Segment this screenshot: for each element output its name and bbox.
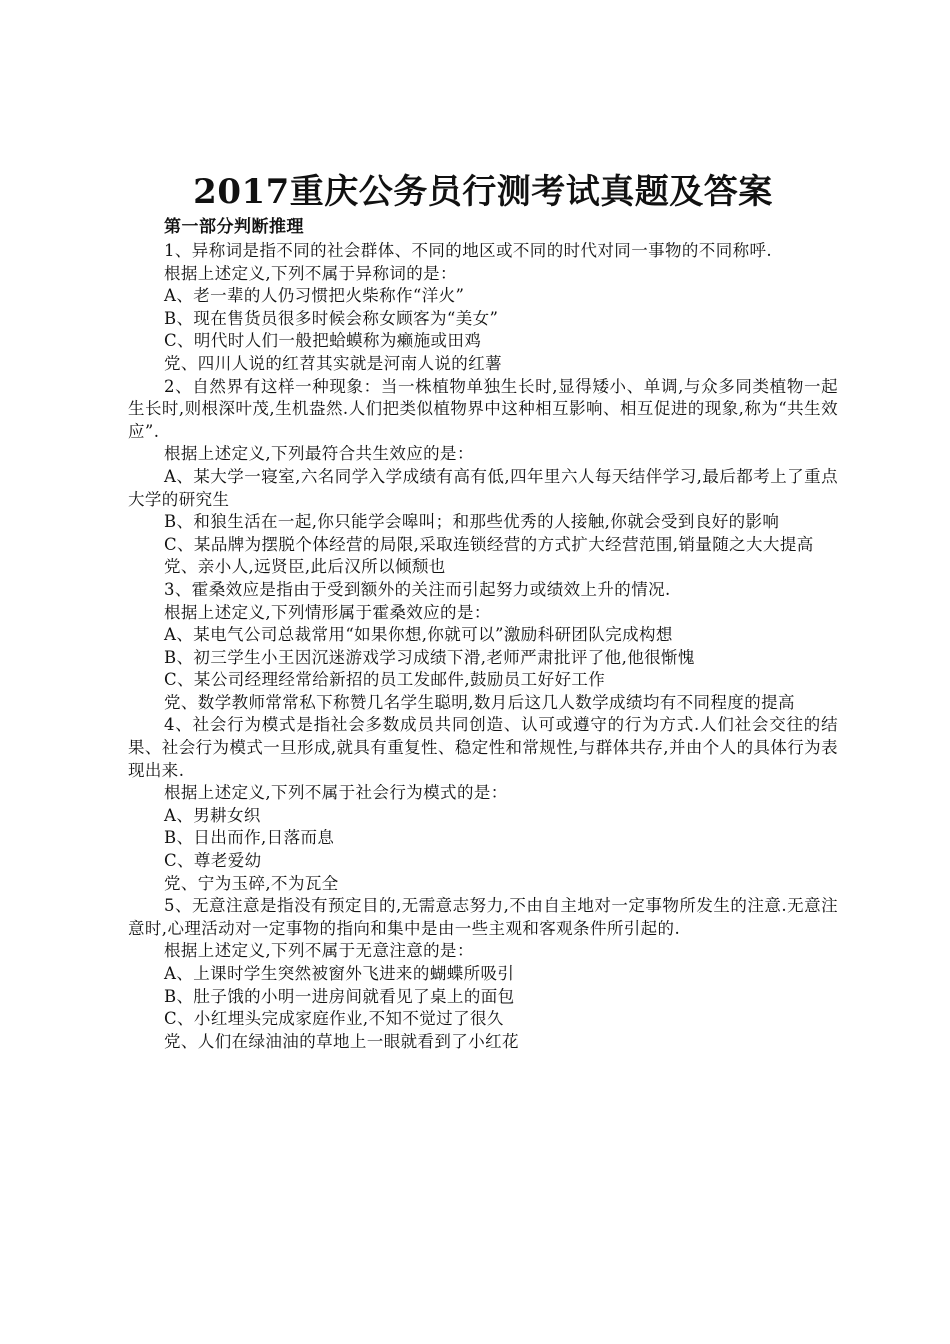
paragraph-list (128, 240, 838, 1053)
paragraph: 根据上述定义,下列情形属于霍桑效应的是： (164, 602, 491, 622)
paragraph: B、肚子饿的小明一进房间就看见了桌上的面包 (164, 986, 515, 1006)
paragraph: 根据上述定义,下列不属于社会行为模式的是： (164, 783, 508, 803)
paragraph: C、小红埋头完成家庭作业,不知不觉过了很久 (164, 1009, 504, 1029)
paragraph: 党、宁为玉碎,不为瓦全 (164, 873, 339, 893)
paragraph: 4、社会行为模式是指社会多数成员共同创造、认可或遵守的行为方式.人们社会交往的结果、社会行为模式一旦形成,就具有重复性、稳定性和常规性,与群体共存,并由个人的具体行为表现出来. (128, 715, 838, 780)
paragraph: C、尊老爱幼 (164, 851, 262, 871)
paragraph: A、某大学一寝室,六名同学入学成绩有高有低,四年里六人每天结伴学习,最后都考上了重点大学的研究生 (128, 466, 838, 509)
paragraph: 2、自然界有这样一种现象：当一株植物单独生长时,显得矮小、单调,与众多同类植物一起生长时,则根深叶茂,生机盎然.人们把类似植物界中这种相互影响、相互促进的现象,称为“共生效应”. (128, 376, 838, 441)
paragraph: 根据上述定义,下列不属于异称词的是： (164, 263, 457, 283)
paragraph: C、某品牌为摆脱个体经营的局限,采取连锁经营的方式扩大经营范围,销量随之大大提高 (164, 534, 814, 554)
paragraph: A、某电气公司总裁常用“如果你想,你就可以”激励科研团队完成构想 (164, 625, 673, 645)
paragraph: 5、无意注意是指没有预定目的,无需意志努力,不由自主地对一定事物所发生的注意.无意注意时,心理活动对一定事物的指向和集中是由一些主观和客观条件所引起的. (128, 896, 838, 938)
paragraph: 党、亲小人,远贤臣,此后汉所以倾颓也 (164, 557, 446, 577)
paragraph: 党、数学教师常常私下称赞几名学生聪明,数月后这几人数学成绩均有不同程度的提高 (164, 692, 795, 712)
section-heading: 第一部分判断推理 (164, 217, 304, 237)
paragraph: A、上课时学生突然被窗外飞进来的蝴蝶所吸引 (164, 964, 515, 983)
paragraph: B、和狼生活在一起,你只能学会嗥叫；和那些优秀的人接触,你就会受到良好的影响 (164, 512, 780, 532)
paragraph: B、现在售货员很多时候会称女顾客为“美女” (164, 308, 499, 328)
paragraph: A、男耕女织 (164, 805, 261, 825)
paragraph: B、日出而作,日落而息 (164, 828, 335, 848)
paragraph: C、明代时人们一般把蛤蟆称为癞施或田鸡 (164, 331, 482, 351)
paragraph: 党、四川人说的红苕其实就是河南人说的红薯 (164, 353, 502, 373)
paragraph: C、某公司经理经常给新招的员工发邮件,鼓励员工好好工作 (164, 670, 606, 690)
paragraph: B、初三学生小王因沉迷游戏学习成绩下滑,老师严肃批评了他,他很惭愧 (164, 647, 695, 667)
paragraph: 根据上述定义,下列不属于无意注意的是： (164, 941, 474, 961)
paragraph: 根据上述定义,下列最符合共生效应的是： (164, 444, 474, 464)
paragraph: 3、霍桑效应是指由于受到额外的关注而引起努力或绩效上升的情况. (164, 579, 671, 599)
paragraph: 党、人们在绿油油的草地上一眼就看到了小红花 (164, 1031, 519, 1051)
document-content (128, 170, 838, 1053)
paragraph: A、老一辈的人仍习惯把火柴称作“洋火” (164, 286, 465, 306)
paragraph: 1、异称词是指不同的社会群体、不同的地区或不同的时代对同一事物的不同称呼. (164, 241, 773, 260)
document-title: 2017重庆公务员行测考试真题及答案 (193, 172, 773, 212)
